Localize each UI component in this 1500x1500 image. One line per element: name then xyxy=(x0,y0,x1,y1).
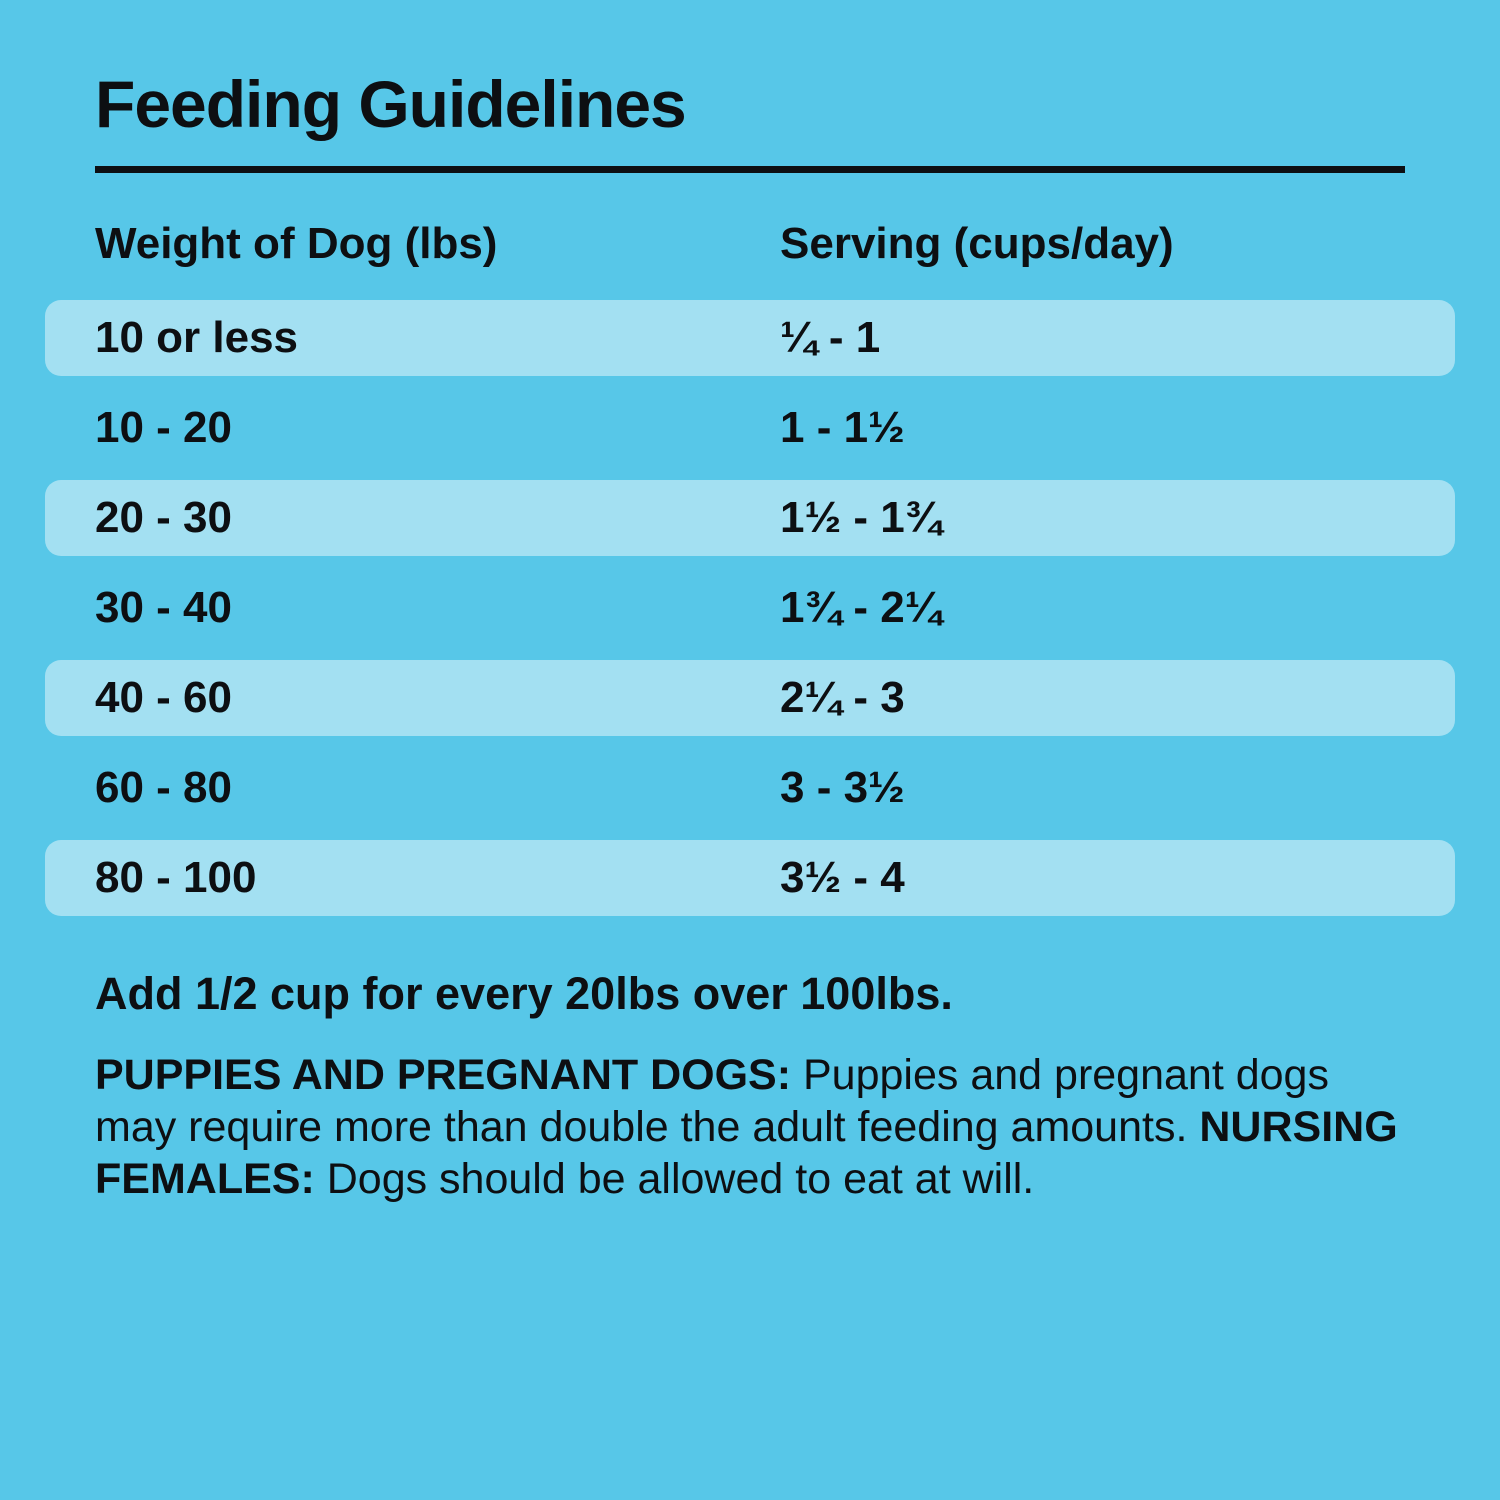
note-over-100lbs: Add 1/2 cup for every 20lbs over 100lbs. xyxy=(95,967,953,1019)
feeding-table xyxy=(45,300,1455,916)
weight-cell: 40 - 60 xyxy=(95,672,232,722)
page-title: Feeding Guidelines xyxy=(95,67,686,141)
column-header-weight: Weight of Dog (lbs) xyxy=(95,218,498,268)
weight-cell: 30 - 40 xyxy=(95,582,232,632)
table-row xyxy=(45,480,1455,556)
serving-cell: 1¾ - 2¼ xyxy=(780,582,942,632)
serving-cell: 1 - 1½ xyxy=(780,402,905,452)
table-header-row xyxy=(95,219,1405,270)
nursing-label: NURSING FEMALES: xyxy=(95,1103,1398,1204)
column-header-serving: Serving (cups/day) xyxy=(780,218,1174,268)
table-row xyxy=(45,570,1455,646)
table-row xyxy=(45,750,1455,826)
serving-cell: 3½ - 4 xyxy=(780,852,905,902)
weight-cell: 10 or less xyxy=(95,312,299,362)
puppies-nursing-note xyxy=(95,1049,1405,1205)
weight-cell: 80 - 100 xyxy=(95,852,257,902)
nursing-text: Dogs should be allowed to eat at will. xyxy=(314,1155,1035,1204)
weight-cell: 20 - 30 xyxy=(95,492,232,542)
table-row xyxy=(45,300,1455,376)
table-row xyxy=(45,390,1455,466)
table-row xyxy=(45,840,1455,916)
weight-cell: 10 - 20 xyxy=(95,402,232,452)
puppies-text: Puppies and pregnant dogs may require more than double the adult feeding amounts. xyxy=(95,1051,1329,1152)
serving-cell: ¼ - 1 xyxy=(780,312,881,362)
serving-cell: 3 - 3½ xyxy=(780,762,905,812)
title-divider xyxy=(95,166,1405,173)
weight-cell: 60 - 80 xyxy=(95,762,232,812)
table-row xyxy=(45,660,1455,736)
serving-cell: 1½ - 1¾ xyxy=(780,492,942,542)
serving-cell: 2¼ - 3 xyxy=(780,672,905,722)
puppies-label: PUPPIES AND PREGNANT DOGS: xyxy=(95,1051,792,1100)
